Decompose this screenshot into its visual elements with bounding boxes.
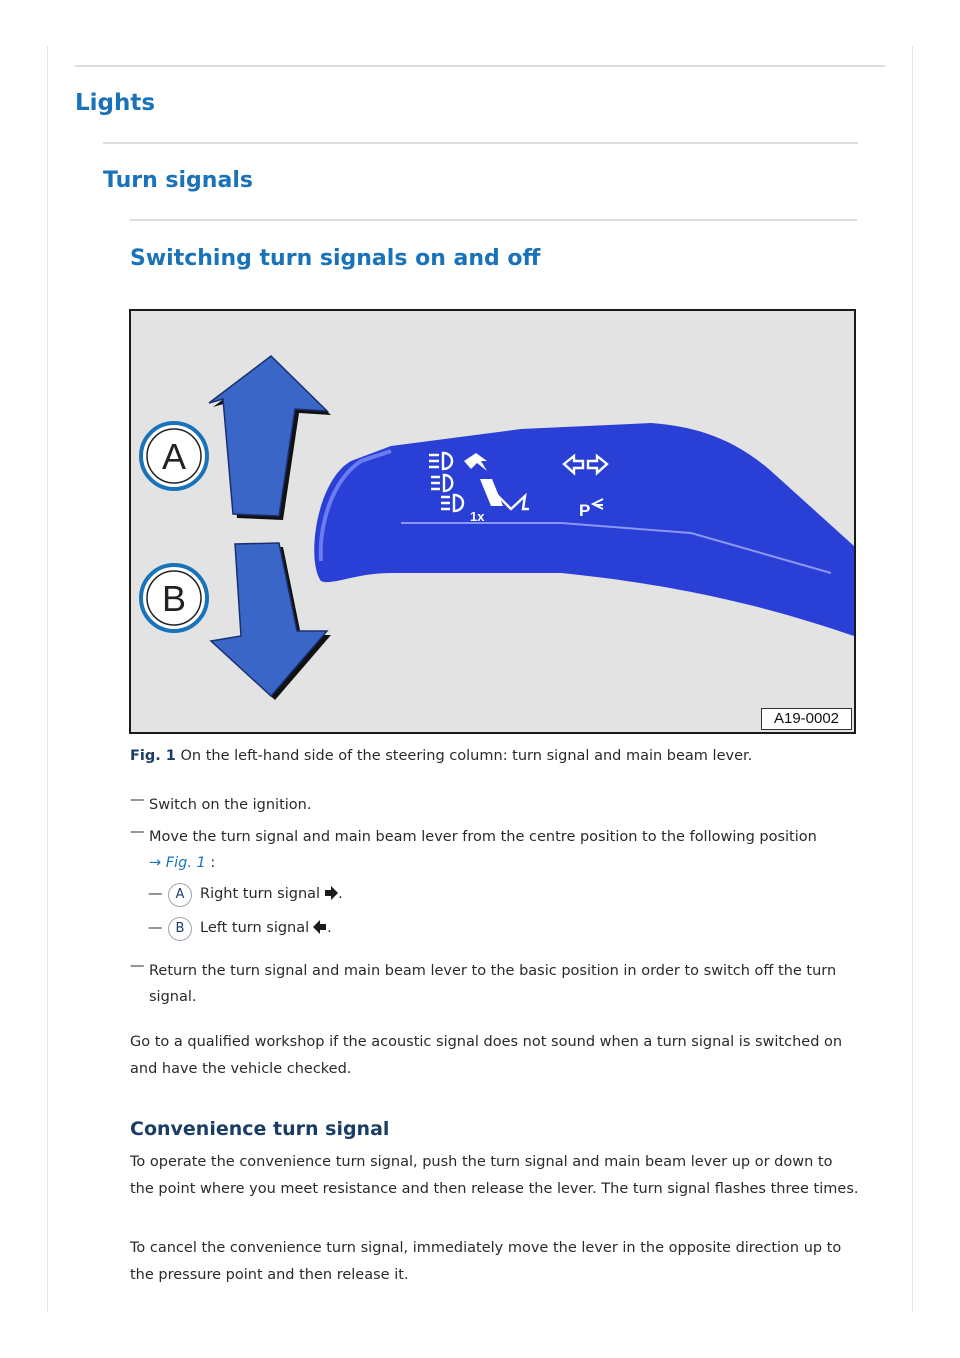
rule-switching: [130, 219, 857, 221]
callout-a: [141, 423, 207, 489]
step-2-sentence: Move the turn signal and main beam lever from the centre position to the following position: [149, 829, 817, 845]
fig-1-link[interactable]: → Fig. 1: [149, 855, 206, 871]
step-dash: —: [130, 792, 145, 808]
step-1-text: Switch on the ignition.: [149, 797, 312, 813]
step-2-text: [149, 824, 869, 876]
label-1x: 1x: [470, 509, 485, 524]
figure-code: A19-0002: [761, 708, 852, 730]
badge-a: A: [168, 883, 192, 907]
paragraph-convenience-operate: To operate the convenience turn signal, push the turn signal and main beam lever up or down to the point where you meet resistance and then release the lever. The turn signal flashes three times.: [130, 1154, 859, 1197]
lever-illustration: [131, 311, 854, 732]
svg-text:A: A: [161, 436, 187, 477]
right-margin-line: [912, 46, 913, 1312]
sub-step-left-text: Left turn signal .: [200, 920, 332, 936]
heading-turn-signals: Turn signals: [103, 168, 253, 193]
paragraph-convenience-cancel: To cancel the convenience turn signal, immediately move the lever in the opposite direction up to the pressure point and then release it.: [130, 1240, 842, 1283]
paragraph-workshop: Go to a qualified workshop if the acoustic signal does not sound when a turn signal is switched on and have the vehicle checked.: [130, 1034, 843, 1077]
sub-step-dash: —: [148, 920, 163, 936]
svg-text:B: B: [161, 578, 187, 619]
lever-body: [314, 423, 854, 636]
step-3-text: Return the turn signal and main beam lever to the basic position in order to switch off the turn signal.: [149, 963, 837, 1005]
right-arrow-icon: [324, 886, 338, 900]
figure-turn-signal-lever: [129, 309, 856, 734]
left-turn-label: Left turn signal: [200, 920, 310, 936]
step-dash: —: [130, 824, 145, 840]
step-2-colon: :: [210, 855, 216, 871]
heading-convenience-turn-signal: Convenience turn signal: [130, 1118, 390, 1140]
heading-switching-turn-signals: Switching turn signals on and off: [130, 246, 541, 271]
left-margin-line: [47, 46, 48, 1312]
step-dash: —: [130, 958, 145, 974]
arrow-up-icon: [209, 356, 331, 520]
callout-b: [141, 565, 207, 631]
heading-lights: Lights: [75, 90, 156, 116]
sub-step-right-text: Right turn signal .: [200, 886, 343, 902]
parking-light-p: P: [579, 501, 591, 520]
figure-caption: [130, 748, 752, 764]
rule-turn-signals: [103, 142, 858, 144]
arrow-down-icon: [211, 543, 331, 700]
figure-caption-text: On the left-hand side of the steering column: turn signal and main beam lever.: [180, 748, 753, 764]
sub-step-dash: —: [148, 886, 163, 902]
right-turn-label: Right turn signal: [200, 886, 321, 902]
badge-b: B: [168, 917, 192, 941]
figure-caption-label: Fig. 1: [130, 748, 176, 764]
top-rule: [75, 65, 885, 67]
left-arrow-icon: [313, 920, 327, 934]
